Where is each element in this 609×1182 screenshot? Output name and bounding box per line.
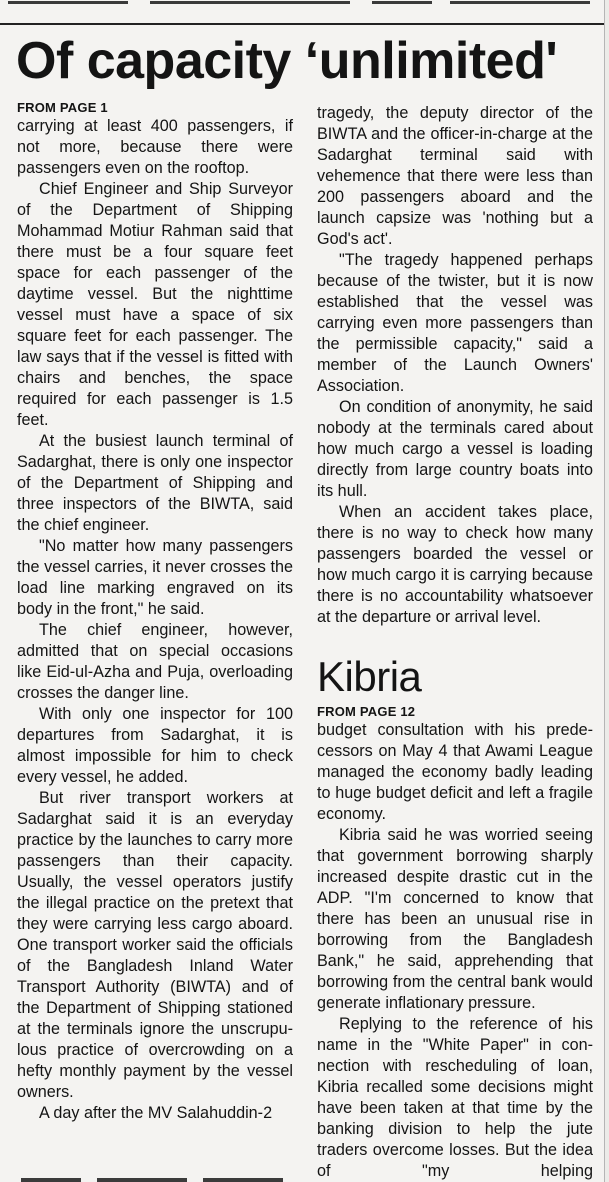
- headline: Of capacity ‘unlimited': [16, 32, 558, 90]
- kicker-from-page-12: FROM PAGE 12: [317, 704, 416, 719]
- paragraph: The chief engineer, however, admitted that on special occasions like Eid-ul-Azha and Puja, overloading crosses the danger line.: [17, 621, 293, 702]
- paragraph: tragedy, the deputy director of the BIWTA and the officer-in-charge at the Sadarghat terminal said with vehemence that there were less than 200 passengers aboard and the launch capsize was 'nothing but a God's act'.: [317, 104, 593, 248]
- paragraph: "No matter how many passengers the vessel carries, it never crosses the load line marking engraved on its body in the front," he said.: [17, 537, 293, 618]
- paragraph: Chief Engineer and Ship Surveyor of the Department of Shipping Mohammad Motiur Rahman said that there must be a four square feet space for each passenger of the daytime vessel. But the nighttime vessel must have a space of six square feet for each passenger. The law says that if the vessel is fitted with chairs and benches, the space required for each passenger is 1.5 feet.: [17, 180, 293, 429]
- paragraph: Replying to the reference of his name in the "White Paper" in connection with rescheduling of loan, Kibria recalled some decisions might have been taken at that time by the banking division to help the jute traders overcome losses. But the idea of "my helping: [317, 1015, 593, 1180]
- paragraph: A day after the MV Salahuddin-2: [39, 1104, 273, 1122]
- paragraph: But river transport workers at Sadarghat said it is an everyday practice by the launches to carry more passengers than their capacity. Usually, the vessel operators justify the illegal practice on the pretext that they were carrying less cargo aboard. One transport worker said the officials of the Bangladesh Inland Water Transport Authority (BIWTA) and of the Department of Shipping stationed at the terminals ignore the unscrupulous practice of overcrowding on a hefty monthly payment by the vessel owners.: [17, 789, 293, 1101]
- paragraph: When an accident takes place, there is no way to check how many passengers boarded the vessel or how much cargo it is carrying because there is no accountability whatsoever at the departure or arrival level.: [317, 503, 593, 626]
- column-2: [317, 103, 593, 628]
- column-1: [17, 99, 293, 1124]
- paragraph: carrying at least 400 passengers, if not more, because there were passengers even on the rooftop.: [17, 117, 293, 177]
- paragraph: "The tragedy happened perhaps because of the twister, but it is now established that the vessel was carrying even more passengers than the permissible capacity," said a member of the Launch Owners' Association.: [317, 251, 593, 395]
- paragraph: At the busiest launch terminal of Sadarghat, there is only one inspector of the Department of Shipping and three inspectors of the BIWTA, said the chief engineer.: [17, 432, 293, 534]
- kibria-headline: Kibria: [317, 653, 422, 700]
- paragraph: On condition of anonymity, he said nobody at the terminals cared about how much cargo a vessel is loading directly from large country boats into its hull.: [317, 398, 593, 500]
- page-edge: [604, 0, 609, 1182]
- kibria-column: [317, 703, 593, 1182]
- paragraph: Kibria said he was worried seeing that government borrowing sharply increased despite drastic cut in the ADP. "I'm concerned to know that there has been an unusual rise in borrowing from the Bangladesh Bank," he said, apprehending that borrowing from the central bank would generate inflationary pressure.: [317, 826, 593, 1012]
- paragraph: With only one inspector for 100 departures from Sadarghat, it is almost impossible for him to check every vessel, he added.: [17, 705, 293, 786]
- paragraph: budget consultation with his predecessors on May 4 that Awami League managed the economy badly leading to huge budget deficit and left a fragile economy.: [317, 721, 593, 823]
- kicker-from-page-1: FROM PAGE 1: [17, 100, 108, 115]
- top-edge-print-strip: [0, 0, 609, 6]
- title-rule: [0, 23, 609, 25]
- bottom-cut-text-fragment: [17, 1172, 293, 1182]
